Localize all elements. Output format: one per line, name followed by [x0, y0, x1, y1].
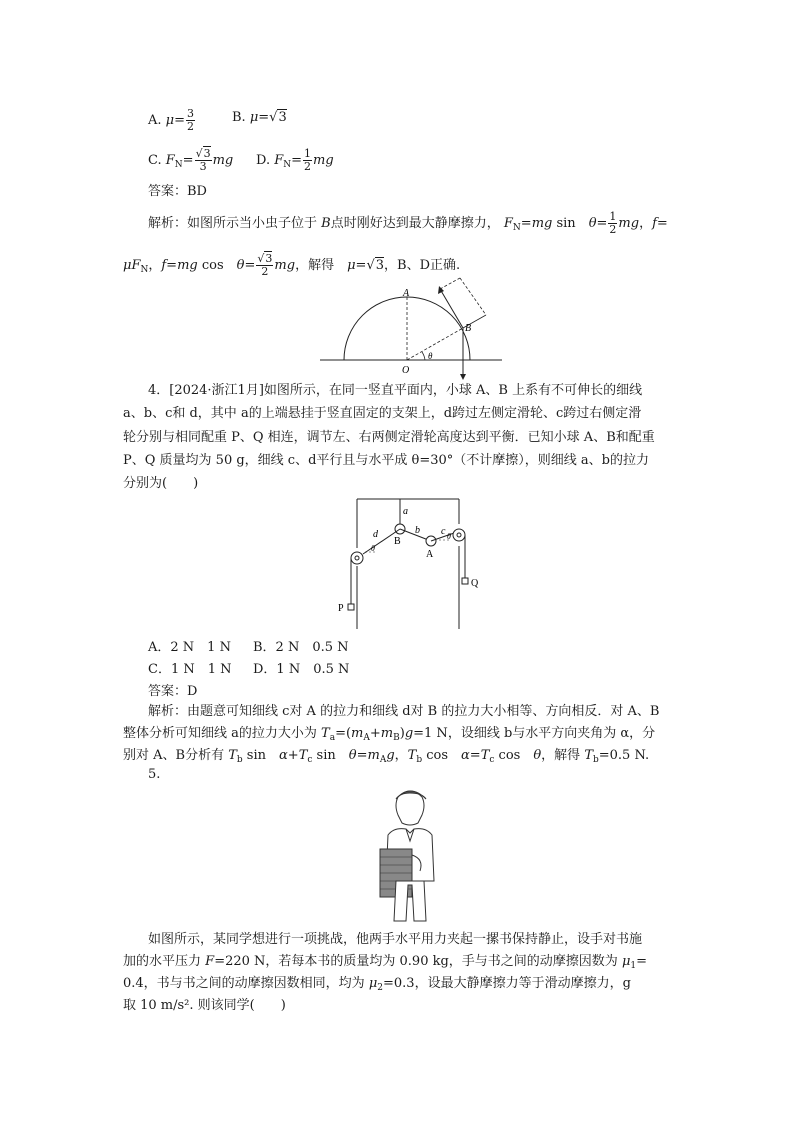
option-d-label: D.	[256, 153, 271, 168]
analysis-text: 点时刚好达到最大静摩擦力，	[330, 216, 500, 231]
q4-option-a: A．2 N 1 N	[148, 640, 231, 655]
q4-stem-line4: P、Q 质量均为 50 g，细线 c、d平行且与水平成 θ=30°（不计摩擦），则细线 a、b的拉力	[123, 453, 649, 468]
analysis-text: ，设细线 b与水平方向夹角为 α，分	[447, 726, 656, 741]
analysis-text: ，解得	[541, 748, 581, 763]
option-b: B. μ=√3	[232, 110, 287, 125]
stem-text: 加的水平压力	[123, 954, 202, 969]
q4-option-d: D．1 N 0.5 N	[253, 662, 350, 677]
q3-answer: 答案：BD	[148, 184, 207, 199]
label-b: B	[465, 323, 472, 334]
q5-stem-line3: 0.4，书与书之间的动摩擦因数相同，均为 $\mu_2=0.3$，设最大静摩擦力等于滑动摩擦力，g	[123, 976, 631, 993]
label-line-d: d	[373, 529, 378, 540]
q4-analysis-line3: 别对 A、B分析有 $T_b$ sin $\alpha+T_c$ sin $\theta=m_Ag$，$T_b$ cos $\alpha=T_c$ cos θ，解得 $T_b=0.5$ N.	[123, 748, 650, 765]
analysis-text: 整体分析可知细线 a的拉力大小为	[123, 726, 317, 741]
q5-number: 5.	[148, 767, 161, 782]
stem-text: 0.4，书与书之间的动摩擦因数相同，均为	[123, 976, 365, 991]
analysis-text: 解析：如图所示当小虫子位于	[148, 216, 318, 231]
q5-stem-line1: 如图所示，某同学想进行一项挑战，他两手水平用力夹起一摞书保持静止，设手对书施	[148, 932, 643, 947]
option-d: D. $F_N=$ $\frac{1}{2}$ mg	[256, 147, 334, 173]
label-theta-left: θ	[371, 544, 375, 553]
q4-stem-line1: 4．[2024·浙江1月]如图所示，在同一竖直平面内，小球 A、B 上系有不可伸长的细线	[148, 383, 643, 398]
q3-analysis-line1: 解析：如图所示当小虫子位于 B点时刚好达到最大静摩擦力， $F_N=mg$ sin θ= $\frac{1}{2}$ mg，f=	[148, 210, 668, 236]
q4-answer: 答案：D	[148, 684, 198, 699]
q4-option-b: B．2 N 0.5 N	[253, 640, 349, 655]
label-theta: θ	[428, 351, 433, 361]
option-b-label: B.	[232, 110, 246, 125]
option-a: A. μ= $\frac{3}{2}$	[148, 107, 195, 133]
label-weight-q: Q	[471, 578, 479, 589]
analysis-text: ，解得	[295, 258, 335, 273]
q5-stem-line4: 取 10 m/s². 则该同学( )	[123, 998, 286, 1013]
option-a-label: A.	[148, 113, 162, 128]
option-c: C. $F_N=$ $\frac{√3}{3}$ mg	[148, 147, 234, 173]
q4-stem-line5: 分别为( )	[123, 476, 199, 491]
q4-analysis-line2: 整体分析可知细线 a的拉力大小为 $T_a=(m_A+m_B)g=1$ N，设细线 b与水平方向夹角为 α，分	[123, 726, 656, 743]
pulley-figure	[333, 496, 479, 632]
q5-stem-line2: 加的水平压力 F=220 N，若每本书的质量均为 0.90 kg，手与书之间的动摩擦因数为 $\mu_1=$	[123, 954, 648, 971]
label-ball-b: B	[394, 536, 401, 547]
label-line-a: a	[403, 506, 408, 517]
label-weight-p: P	[338, 603, 344, 614]
q4-option-c: C．1 N 1 N	[148, 662, 232, 677]
q4-stem-line2: a、b、c和 d，其中 a的上端悬挂于竖直固定的支架上，d跨过左侧定滑轮、c跨过右侧定滑	[123, 406, 642, 421]
analysis-text: ，B、D正确.	[384, 258, 461, 273]
label-line-c: c	[441, 526, 446, 537]
label-o: O	[402, 365, 410, 376]
q4-stem-line3: 轮分别与相同配重 P、Q 相连，调节左、右两侧定滑轮高度达到平衡．已知小球 A、B和配重	[123, 430, 655, 445]
q3-analysis-line2: $\mu F_N$，f=mg cos θ= $\frac{√3}{2}$ mg，解得 μ=√3，B、D正确.	[123, 252, 461, 278]
label-theta-right: θ	[447, 532, 451, 541]
q4-analysis-line1: 解析：由题意可知细线 c对 A 的拉力和细线 d对 B 的拉力大小相等、方向相反．对 A、B	[148, 704, 660, 719]
semicircle-figure	[310, 283, 510, 383]
label-a: A	[403, 288, 410, 299]
stem-text: =220 N，若每本书的质量均为 0.90 kg，手与书之间的动摩擦因数为	[214, 954, 618, 969]
student-holding-books-illustration	[372, 785, 448, 923]
option-c-label: C.	[148, 153, 162, 168]
stem-text: =0.3，设最大静摩擦力等于滑动摩擦力，g	[383, 976, 631, 991]
label-line-b: b	[415, 525, 420, 536]
analysis-text: 别对 A、B分析有	[123, 748, 225, 763]
label-ball-a: A	[426, 549, 434, 560]
